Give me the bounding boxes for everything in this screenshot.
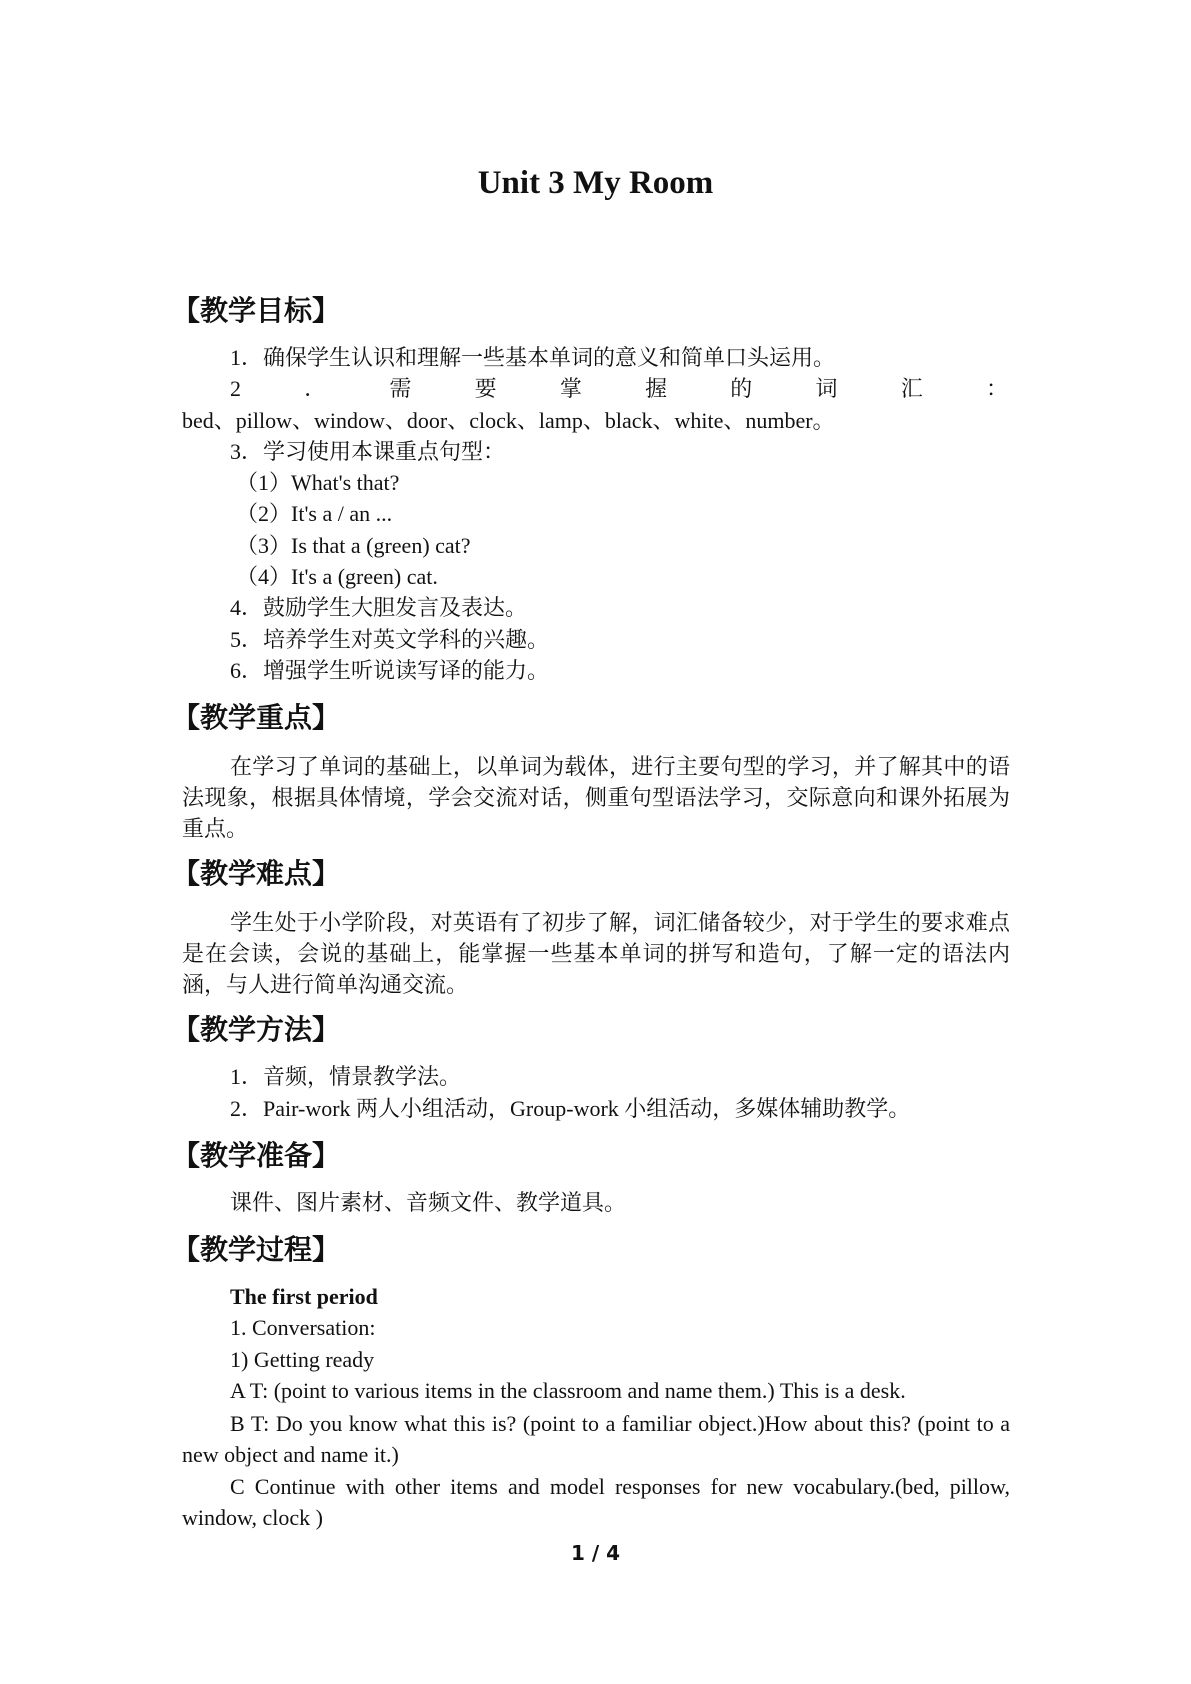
method-item-2: 2．Pair-work 两人小组活动，Group-work 小组活动，多媒体辅助教学。 [230, 1096, 911, 1121]
objective-item-4: 4．鼓励学生大胆发言及表达。 [230, 595, 528, 620]
objective-item-2-vocab: bed、pillow、window、door、clock、lamp、black、white、number。 [182, 408, 835, 433]
key-points-text: 在学习了单词的基础上，以单词为载体，进行主要句型的学习，并了解其中的语法现象，根据具体情境，学会交流对话，侧重句型语法学习，交际意向和课外拓展为重点。 [182, 754, 1010, 841]
page-number: 1 / 4 [570, 1541, 621, 1565]
process-heading: 【教学过程】 [172, 1233, 341, 1266]
objective-item-5: 5．培养学生对英文学科的兴趣。 [230, 627, 550, 652]
objective-item-2-spread: 2 ． 需 要 掌 握 的 词 汇 ： [230, 376, 1008, 401]
pattern-3: （3）Is that a (green) cat? [236, 533, 471, 558]
page-title: Unit 3 My Room [477, 165, 714, 201]
pattern-2: （2）It's a / an ... [236, 501, 393, 526]
method-item-1: 1．音频，情景教学法。 [230, 1064, 462, 1089]
key-points-heading: 【教学重点】 [172, 701, 341, 734]
difficulties-text: 学生处于小学阶段，对英语有了初步了解，词汇储备较少，对于学生的要求难点是在会读，会说的基础上，能掌握一些基本单词的拼写和造句，了解一定的语法内涵，与人进行简单沟通交流。 [182, 910, 1010, 997]
pattern-1: （1）What's that? [236, 470, 400, 495]
difficulties-heading: 【教学难点】 [172, 857, 341, 890]
objective-item-1: 1．确保学生认识和理解一些基本单词的意义和简单口头运用。 [230, 345, 836, 370]
step-b: B T: Do you know what this is? (point to a familiar object.)How about this? (point to a new object and name it.) [182, 1411, 1010, 1467]
first-period-label: The first period [230, 1284, 378, 1309]
objective-item-3: 3．学习使用本课重点句型： [230, 439, 506, 464]
objective-item-6: 6．增强学生听说读写译的能力。 [230, 658, 550, 683]
methods-heading: 【教学方法】 [172, 1013, 341, 1046]
preparation-heading: 【教学准备】 [172, 1139, 341, 1172]
conversation-label: 1. Conversation: [230, 1315, 376, 1340]
preparation-text: 课件、图片素材、音频文件、教学道具。 [230, 1190, 627, 1215]
getting-ready-label: 1) Getting ready [230, 1347, 375, 1372]
pattern-4: （4）It's a (green) cat. [236, 564, 438, 589]
step-c: C Continue with other items and model responses for new vocabulary.(bed, pillow, window, clock ) [182, 1474, 1010, 1530]
step-a: A T: (point to various items in the classroom and name them.) This is a desk. [230, 1378, 906, 1403]
objectives-heading: 【教学目标】 [172, 294, 341, 327]
